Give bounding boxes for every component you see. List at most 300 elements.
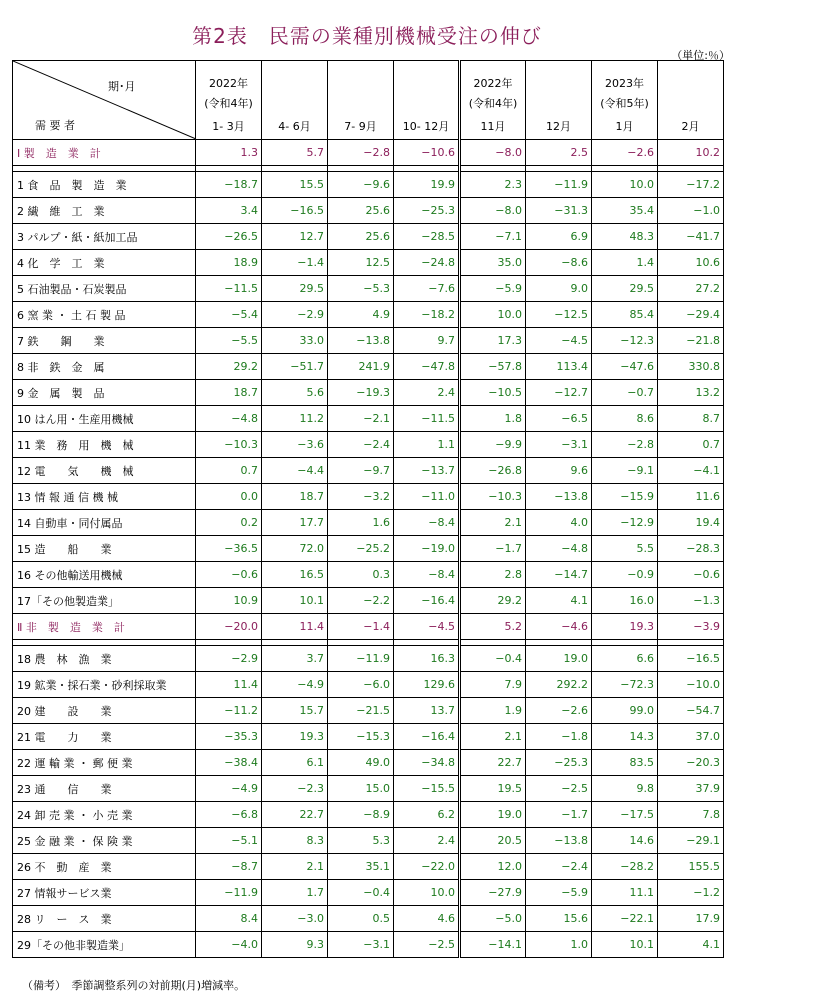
table-cell: −28.3 (658, 536, 724, 562)
table-cell: 1.4 (592, 250, 658, 276)
table-cell: −22.0 (394, 854, 460, 880)
table-cell: 35.0 (460, 250, 526, 276)
table-cell: 292.2 (526, 672, 592, 698)
row-label: 20 建 設 業 (13, 698, 196, 724)
table-cell: −2.5 (526, 776, 592, 802)
table-cell: 6.2 (394, 802, 460, 828)
table-cell: 11.2 (262, 406, 328, 432)
row-label: 6 窯 業 ・ 土 石 製 品 (13, 302, 196, 328)
table-row (13, 562, 724, 588)
row-label: 7 鉄 鋼 業 (13, 328, 196, 354)
table-cell: −0.7 (592, 380, 658, 406)
table-row (13, 458, 724, 484)
table-row (13, 536, 724, 562)
row-label: 23 通 信 業 (13, 776, 196, 802)
table-cell: 12.7 (262, 224, 328, 250)
table-cell: −2.4 (526, 854, 592, 880)
footnote: （備考） 季節調整系列の対前期(月)増減率。 (22, 979, 246, 992)
table-cell: −11.9 (196, 880, 262, 906)
table-row (13, 510, 724, 536)
column-header: 2022年 (令和4年) 11月 (460, 61, 526, 140)
table-row (13, 828, 724, 854)
table-cell: 0.0 (196, 484, 262, 510)
table-cell: −2.9 (196, 646, 262, 672)
table-cell: −8.6 (526, 250, 592, 276)
table-cell: −17.2 (658, 172, 724, 198)
table-cell: −7.6 (394, 276, 460, 302)
table-cell: 10.6 (658, 250, 724, 276)
table-cell: −15.9 (592, 484, 658, 510)
row-label: 3 パルプ・紙・紙加工品 (13, 224, 196, 250)
table-cell: −4.1 (658, 458, 724, 484)
table-cell: −14.7 (526, 562, 592, 588)
table-cell: 2.1 (460, 724, 526, 750)
table-cell: −25.3 (526, 750, 592, 776)
table-cell: 3.4 (196, 198, 262, 224)
table-cell: −13.8 (526, 484, 592, 510)
table-cell: −2.1 (328, 406, 394, 432)
table-cell: −11.9 (526, 172, 592, 198)
table-cell: −2.4 (328, 432, 394, 458)
table-cell: −19.3 (328, 380, 394, 406)
table-cell: −10.3 (196, 432, 262, 458)
table-cell: −6.0 (328, 672, 394, 698)
table-cell: −12.7 (526, 380, 592, 406)
table-cell: −24.8 (394, 250, 460, 276)
table-cell: 83.5 (592, 750, 658, 776)
table-cell: −2.6 (592, 140, 658, 166)
table-cell: −4.9 (196, 776, 262, 802)
table-cell: 14.3 (592, 724, 658, 750)
table-cell: −21.8 (658, 328, 724, 354)
row-label: 4 化 学 工 業 (13, 250, 196, 276)
table-cell: −28.2 (592, 854, 658, 880)
table-cell: −5.0 (460, 906, 526, 932)
table-cell: −26.5 (196, 224, 262, 250)
table-cell: 10.1 (592, 932, 658, 958)
row-label: 8 非 鉄 金 属 (13, 354, 196, 380)
row-label: 28 リ ー ス 業 (13, 906, 196, 932)
table-cell: 18.7 (196, 380, 262, 406)
table-cell: 6.9 (526, 224, 592, 250)
table-cell: 5.5 (592, 536, 658, 562)
table-cell: 15.7 (262, 698, 328, 724)
table-row (13, 224, 724, 250)
row-label: 9 金 属 製 品 (13, 380, 196, 406)
table-cell: 16.0 (592, 588, 658, 614)
table-cell: 18.7 (262, 484, 328, 510)
table-row (13, 880, 724, 906)
table-row (13, 750, 724, 776)
column-header: 4- 6月 (262, 61, 328, 140)
table-cell: 12.5 (328, 250, 394, 276)
table-cell: −5.9 (526, 880, 592, 906)
table-cell: 20.5 (460, 828, 526, 854)
table-row (13, 776, 724, 802)
corner-bottom-label: 需 要 者 (35, 119, 75, 132)
row-label: 21 電 力 業 (13, 724, 196, 750)
table-row (13, 302, 724, 328)
table-cell: −11.5 (196, 276, 262, 302)
table-cell: −4.6 (526, 614, 592, 640)
table-cell: 37.9 (658, 776, 724, 802)
table-cell: 0.5 (328, 906, 394, 932)
table-cell: 29.2 (196, 354, 262, 380)
table-cell: 8.3 (262, 828, 328, 854)
table-cell: −5.9 (460, 276, 526, 302)
table-cell: −2.8 (592, 432, 658, 458)
section-total-row (13, 614, 724, 640)
table-cell: −28.5 (394, 224, 460, 250)
row-label: 5 石油製品・石炭製品 (13, 276, 196, 302)
table-row (13, 198, 724, 224)
table-cell: −15.3 (328, 724, 394, 750)
row-label: 2 繊 維 工 業 (13, 198, 196, 224)
table-cell: 11.4 (196, 672, 262, 698)
table-cell: −1.7 (526, 802, 592, 828)
table-cell: 2.5 (526, 140, 592, 166)
table-cell: 18.9 (196, 250, 262, 276)
table-cell: −12.9 (592, 510, 658, 536)
table-cell: −72.3 (592, 672, 658, 698)
table-cell: 85.4 (592, 302, 658, 328)
table-cell: 5.3 (328, 828, 394, 854)
table-cell: 19.4 (658, 510, 724, 536)
table-cell: −10.6 (394, 140, 460, 166)
table-cell: −20.3 (658, 750, 724, 776)
table-cell: 2.4 (394, 380, 460, 406)
table-cell: 37.0 (658, 724, 724, 750)
table-cell: 10.0 (460, 302, 526, 328)
table-cell: −16.4 (394, 588, 460, 614)
table-cell: −12.5 (526, 302, 592, 328)
table-cell: −4.9 (262, 672, 328, 698)
table-cell: −34.8 (394, 750, 460, 776)
table-cell: −41.7 (658, 224, 724, 250)
row-label: 24 卸 売 業 ・ 小 売 業 (13, 802, 196, 828)
table-cell: 0.7 (658, 432, 724, 458)
table-cell: −17.5 (592, 802, 658, 828)
table-cell: 2.3 (460, 172, 526, 198)
table-cell: 113.4 (526, 354, 592, 380)
table-row (13, 432, 724, 458)
table-cell: 15.5 (262, 172, 328, 198)
table-cell: −13.7 (394, 458, 460, 484)
table-row (13, 672, 724, 698)
table-cell: −3.2 (328, 484, 394, 510)
table-cell: 22.7 (460, 750, 526, 776)
table-cell: −0.4 (328, 880, 394, 906)
table-cell: −0.6 (658, 562, 724, 588)
table-cell: 10.0 (394, 880, 460, 906)
row-label: 16 その他輸送用機械 (13, 562, 196, 588)
table-cell: −2.8 (328, 140, 394, 166)
table-cell: −1.0 (658, 198, 724, 224)
row-label: 19 鉱業・採石業・砂利採取業 (13, 672, 196, 698)
table-cell: 14.6 (592, 828, 658, 854)
table-cell: −29.4 (658, 302, 724, 328)
table-cell: −38.4 (196, 750, 262, 776)
table-cell: −0.6 (196, 562, 262, 588)
table-cell: 11.6 (658, 484, 724, 510)
table-cell: −18.2 (394, 302, 460, 328)
row-label: 12 電 気 機 械 (13, 458, 196, 484)
table-cell: −19.0 (394, 536, 460, 562)
table-cell: 35.4 (592, 198, 658, 224)
table-cell: 99.0 (592, 698, 658, 724)
table-cell: 8.7 (658, 406, 724, 432)
table-cell: 9.8 (592, 776, 658, 802)
table-cell: −5.3 (328, 276, 394, 302)
table-cell: 10.9 (196, 588, 262, 614)
table-cell: −57.8 (460, 354, 526, 380)
corner-cell (13, 61, 196, 140)
table-cell: 12.0 (460, 854, 526, 880)
table-cell: 29.2 (460, 588, 526, 614)
table-cell: −4.4 (262, 458, 328, 484)
table-row (13, 646, 724, 672)
row-label: 26 不 動 産 業 (13, 854, 196, 880)
column-header: 10- 12月 (394, 61, 460, 140)
table-cell: 155.5 (658, 854, 724, 880)
table-cell: 16.5 (262, 562, 328, 588)
table-cell: −7.1 (460, 224, 526, 250)
table-row (13, 484, 724, 510)
table-row (13, 406, 724, 432)
column-header: 12月 (526, 61, 592, 140)
table-cell: 9.0 (526, 276, 592, 302)
corner-top-label: 期･月 (108, 80, 136, 93)
table-cell: 1.7 (262, 880, 328, 906)
table-cell: −5.1 (196, 828, 262, 854)
table-cell: −16.4 (394, 724, 460, 750)
table-cell: 9.7 (394, 328, 460, 354)
table-cell: −25.2 (328, 536, 394, 562)
table-cell: −3.1 (328, 932, 394, 958)
table-cell: 2.1 (460, 510, 526, 536)
table-cell: −12.3 (592, 328, 658, 354)
table-cell: 35.1 (328, 854, 394, 880)
table-cell: −9.9 (460, 432, 526, 458)
row-label: 10 はん用・生産用機械 (13, 406, 196, 432)
table-cell: 11.1 (592, 880, 658, 906)
table-cell: 2.8 (460, 562, 526, 588)
table-cell: 25.6 (328, 198, 394, 224)
table-cell: 1.1 (394, 432, 460, 458)
table-cell: 1.8 (460, 406, 526, 432)
table-cell: 5.6 (262, 380, 328, 406)
table-cell: −1.4 (328, 614, 394, 640)
table-cell: −4.0 (196, 932, 262, 958)
table-cell: −3.6 (262, 432, 328, 458)
table-cell: 7.8 (658, 802, 724, 828)
table-cell: −1.3 (658, 588, 724, 614)
table-cell: −5.4 (196, 302, 262, 328)
table-cell: 19.3 (262, 724, 328, 750)
column-header: 2023年 (令和5年) 1月 (592, 61, 658, 140)
table-row (13, 354, 724, 380)
table-cell: −9.6 (328, 172, 394, 198)
table-row (13, 906, 724, 932)
table-cell: 2.4 (394, 828, 460, 854)
table-cell: −10.0 (658, 672, 724, 698)
table-cell: −6.8 (196, 802, 262, 828)
table-cell: −2.5 (394, 932, 460, 958)
table-row (13, 172, 724, 198)
table-cell: −18.7 (196, 172, 262, 198)
table-cell: 9.3 (262, 932, 328, 958)
table-cell: 19.9 (394, 172, 460, 198)
table-cell: 8.6 (592, 406, 658, 432)
table-cell: −8.7 (196, 854, 262, 880)
table-cell: 19.0 (460, 802, 526, 828)
table-cell: −47.6 (592, 354, 658, 380)
table-cell: −0.4 (460, 646, 526, 672)
table-cell: −1.2 (658, 880, 724, 906)
table-cell: 13.7 (394, 698, 460, 724)
row-label: 22 運 輸 業 ・ 郵 便 業 (13, 750, 196, 776)
table-cell: −13.8 (526, 828, 592, 854)
row-label: 27 情報サービス業 (13, 880, 196, 906)
table-cell: −20.0 (196, 614, 262, 640)
table-cell: 6.6 (592, 646, 658, 672)
table-cell: −54.7 (658, 698, 724, 724)
table-cell: −10.5 (460, 380, 526, 406)
table-cell: −4.5 (394, 614, 460, 640)
row-label: 18 農 林 漁 業 (13, 646, 196, 672)
table-cell: 17.7 (262, 510, 328, 536)
table-cell: −4.8 (196, 406, 262, 432)
unit-label: （単位:％） (671, 49, 730, 62)
orders-growth-table (12, 60, 724, 958)
column-header: 2月 (658, 61, 724, 140)
table-row (13, 328, 724, 354)
table-cell: 17.3 (460, 328, 526, 354)
table-cell: −4.5 (526, 328, 592, 354)
table-cell: −10.3 (460, 484, 526, 510)
table-cell: −26.8 (460, 458, 526, 484)
table-cell: 3.7 (262, 646, 328, 672)
table-cell: −36.5 (196, 536, 262, 562)
table-cell: 4.9 (328, 302, 394, 328)
table-cell: −9.7 (328, 458, 394, 484)
table-cell: −5.5 (196, 328, 262, 354)
table-cell: 241.9 (328, 354, 394, 380)
table-cell: 0.2 (196, 510, 262, 536)
table-cell: −11.5 (394, 406, 460, 432)
table-cell: 0.3 (328, 562, 394, 588)
table-row (13, 276, 724, 302)
row-label: 25 金 融 業 ・ 保 険 業 (13, 828, 196, 854)
table-cell: 5.2 (460, 614, 526, 640)
table-cell: 13.2 (658, 380, 724, 406)
table-cell: −14.1 (460, 932, 526, 958)
table-cell: 33.0 (262, 328, 328, 354)
table-cell: 1.6 (328, 510, 394, 536)
table-cell: −6.5 (526, 406, 592, 432)
table-cell: −3.0 (262, 906, 328, 932)
table-cell: −35.3 (196, 724, 262, 750)
table-cell: −13.8 (328, 328, 394, 354)
table-cell: 129.6 (394, 672, 460, 698)
table-cell: 72.0 (262, 536, 328, 562)
table-cell: −11.9 (328, 646, 394, 672)
table-cell: 6.1 (262, 750, 328, 776)
table-cell: −8.9 (328, 802, 394, 828)
row-label: 14 自動車・同付属品 (13, 510, 196, 536)
table-cell: −21.5 (328, 698, 394, 724)
table-cell: −16.5 (262, 198, 328, 224)
table-cell: 4.1 (658, 932, 724, 958)
table-cell: 22.7 (262, 802, 328, 828)
table-cell: 17.9 (658, 906, 724, 932)
table-cell: −2.6 (526, 698, 592, 724)
table-cell: 7.9 (460, 672, 526, 698)
table-cell: −47.8 (394, 354, 460, 380)
table-row (13, 932, 724, 958)
table-cell: −8.0 (460, 140, 526, 166)
table-cell: 4.0 (526, 510, 592, 536)
table-cell: 19.5 (460, 776, 526, 802)
table-cell: −11.2 (196, 698, 262, 724)
row-label: Ⅰ 製 造 業 計 (13, 140, 196, 166)
table-cell: 10.2 (658, 140, 724, 166)
table-cell: 15.0 (328, 776, 394, 802)
table-cell: 48.3 (592, 224, 658, 250)
table-cell: −3.1 (526, 432, 592, 458)
table-cell: 9.6 (526, 458, 592, 484)
table-cell: −15.5 (394, 776, 460, 802)
table-cell: 10.0 (592, 172, 658, 198)
table-cell: 4.1 (526, 588, 592, 614)
table-cell: −2.3 (262, 776, 328, 802)
table-cell: 8.4 (196, 906, 262, 932)
table-cell: 16.3 (394, 646, 460, 672)
table-cell: 0.7 (196, 458, 262, 484)
column-header: 7- 9月 (328, 61, 394, 140)
table-cell: 1.0 (526, 932, 592, 958)
table-row (13, 698, 724, 724)
table-cell: −22.1 (592, 906, 658, 932)
column-header: 2022年 (令和4年) 1- 3月 (196, 61, 262, 140)
table-cell: 10.1 (262, 588, 328, 614)
table-cell: −1.8 (526, 724, 592, 750)
table-row (13, 854, 724, 880)
table-cell: 4.6 (394, 906, 460, 932)
table-cell: −51.7 (262, 354, 328, 380)
page-title: 第2表 民需の業種別機械受注の伸び (192, 24, 542, 48)
table-cell: −25.3 (394, 198, 460, 224)
table-cell: −4.8 (526, 536, 592, 562)
table-cell: −8.4 (394, 562, 460, 588)
table-cell: −0.9 (592, 562, 658, 588)
table-cell: −8.0 (460, 198, 526, 224)
row-label: 13 情 報 通 信 機 械 (13, 484, 196, 510)
table-cell: 29.5 (262, 276, 328, 302)
table-cell: −31.3 (526, 198, 592, 224)
table-row (13, 802, 724, 828)
table-cell: −1.7 (460, 536, 526, 562)
table-cell: −27.9 (460, 880, 526, 906)
table-cell: 1.9 (460, 698, 526, 724)
table-cell: −8.4 (394, 510, 460, 536)
table-cell: 15.6 (526, 906, 592, 932)
table-cell: −1.4 (262, 250, 328, 276)
table-cell: −2.9 (262, 302, 328, 328)
table-cell: 25.6 (328, 224, 394, 250)
table-cell: 29.5 (592, 276, 658, 302)
table-cell: 2.1 (262, 854, 328, 880)
